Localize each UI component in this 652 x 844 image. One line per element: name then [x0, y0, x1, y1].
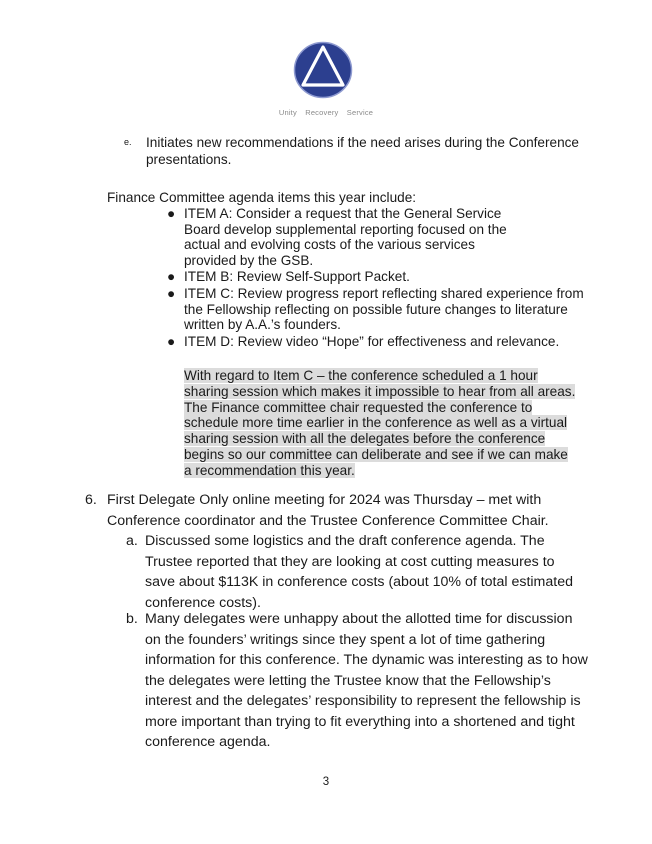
subitem-a: [126, 531, 588, 613]
item-c-note: [184, 368, 576, 479]
list-item-text: Initiates new recommendations if the need arises during the Conference presentations.: [146, 135, 579, 167]
finance-item-c: [166, 286, 586, 333]
finance-item-text: ITEM D: Review video “Hope” for effectiveness and relevance.: [184, 333, 560, 349]
triangle-in-circle-icon: [293, 41, 353, 99]
bullet-icon: ●: [167, 269, 176, 285]
subitem-marker: b.: [126, 611, 138, 627]
finance-intro: Finance Committee agenda items this year include:: [107, 190, 417, 205]
bullet-icon: ●: [167, 285, 176, 301]
finance-item-b: [166, 269, 586, 285]
bullet-icon: ●: [167, 206, 176, 221]
subitem-text: Discussed some logistics and the draft conference agenda. The Trustee reported that they are looking at cost cutting measures to save about $113K in conference costs (about 10% of total estimated conference costs).: [145, 533, 573, 611]
list-item-e: [124, 134, 583, 168]
finance-item-d: [166, 334, 586, 350]
highlighted-note-text: With regard to Item C – the conference scheduled a 1 hour sharing session which makes it impossible to hear from all areas. The Finance committee chair requested the conference to schedule more time earlier in the conference as well as a virtual sharing session with all the delegates before the conference begins so our committee can deliberate and see if we can make a recommendation this year.: [184, 368, 576, 478]
list-marker: e.: [124, 137, 132, 147]
list-item-text: First Delegate Only online meeting for 2024 was Thursday – met with Conference coordinator and the Trustee Conference Committee Chair.: [107, 492, 549, 529]
finance-item-a: [166, 206, 586, 268]
list-number: 6.: [85, 492, 97, 508]
list-item-6: [85, 490, 585, 531]
finance-item-text: ITEM B: Review Self-Support Packet.: [184, 269, 410, 285]
subitem-b: [126, 609, 588, 753]
finance-item-text: ITEM C: Review progress report reflecting shared experience from the Fellowship reflecting on possible future changes to literature written by A.A.’s founders.: [184, 285, 584, 333]
subitem-text: Many delegates were unhappy about the allotted time for discussion on the founders’ writings since they spent a lot of time gathering information for this conference. The dynamic was interesting as to how the delegates were letting the Trustee know that the Fellowship’s interest and the delegates’ responsibility to represent the fellowship is more important than trying to fit everything into a shortened and tight conference agenda.: [145, 611, 588, 750]
logo-tagline: Unity Recovery Service: [278, 108, 374, 117]
subitem-marker: a.: [126, 533, 138, 549]
bullet-icon: ●: [167, 333, 176, 349]
finance-items-list: [166, 206, 586, 350]
finance-item-text: ITEM A: Consider a request that the General Service Board develop supplemental reporting focused on the actual and evolving costs of the various services provided by the GSB.: [184, 206, 507, 268]
page-number: 3: [322, 776, 330, 788]
